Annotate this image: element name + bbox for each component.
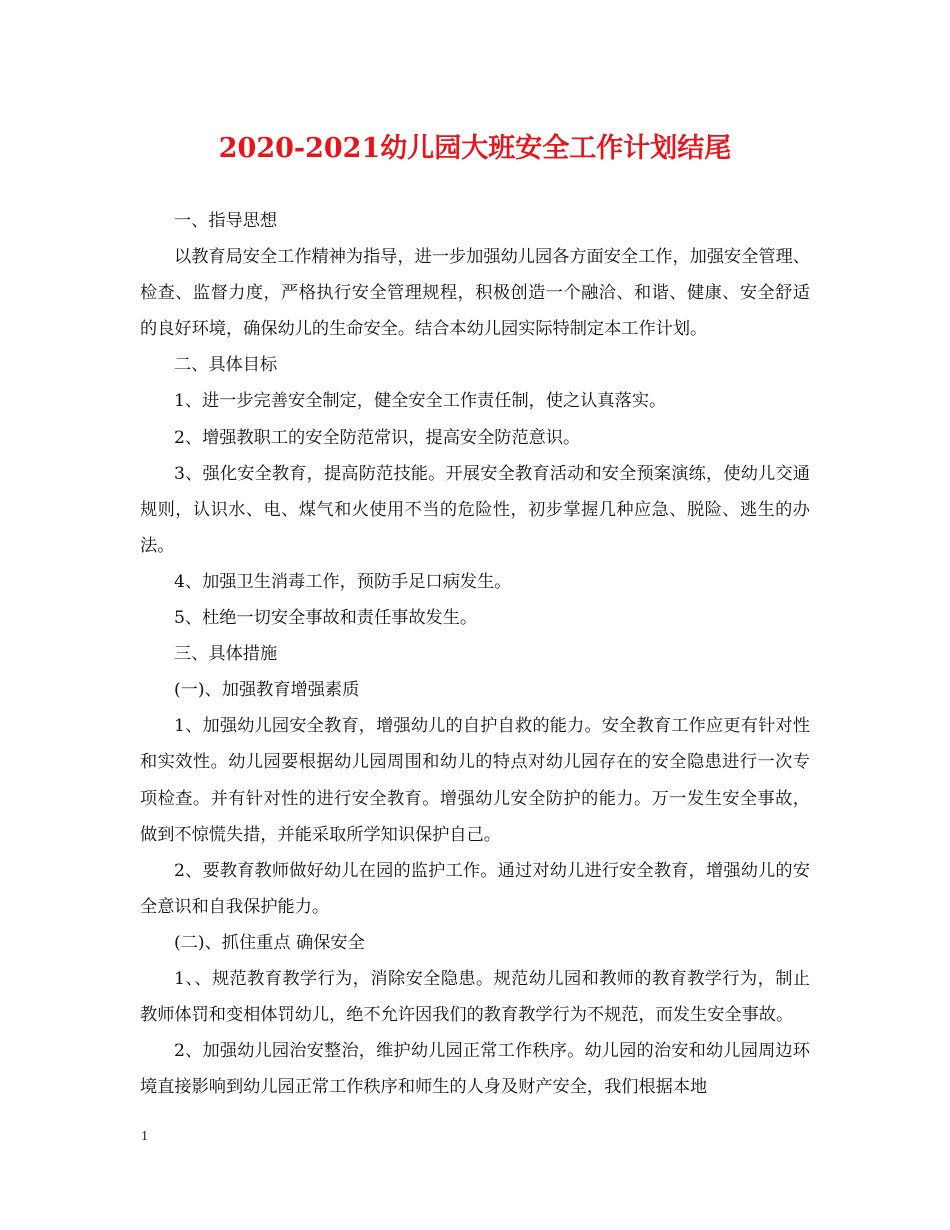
section-heading-guiding-thought: 一、指导思想 [174,211,278,231]
goal-item-4: 4、加强卫生消毒工作，预防手足口病发生。 [174,571,512,592]
document-title: 2020-2021幼儿园大班安全工作计划结尾 [218,133,732,164]
measure-item-1: 1、加强幼儿园安全教育，增强幼儿的自护自救的能力。安全教育工作应更有针对性和实效性。幼儿园要根据幼儿园周围和幼儿的特点对幼儿园存在的安全隐患进行一次专项检查。并有针对性的进行安全教育。增强幼儿安全防护的能力。万一发生安全事故，做到不惊慌失措，并能采取所学知识保护自己。 [140,716,810,845]
subsection-heading-education: (一)、加强教育增强素质 [174,680,360,701]
subsection-heading-focus: (二)、抓住重点 确保安全 [174,932,365,953]
goal-item-1: 1、进一步完善安全制定，健全安全工作责任制，使之认真落实。 [174,391,667,412]
goal-item-3: 3、强化安全教育，提高防范技能。开展安全教育活动和安全预案演练，使幼儿交通规则，认识水、电、煤气和火使用不当的危险性，初步掌握几种应急、脱险、逃生的办法。 [140,463,810,556]
section-heading-goals: 二、具体目标 [174,355,278,376]
measure-item-2: 2、要教育教师做好幼儿在园的监护工作。通过对幼儿进行安全教育，增强幼儿的安全意识和自我保护能力。 [140,860,810,917]
goal-item-2: 2、增强教职工的安全防范常识，提高安全防范意识。 [174,427,581,448]
goal-item-5: 5、杜绝一切安全事故和责任事故发生。 [174,608,478,629]
focus-item-2: 2、加强幼儿园治安整治，维护幼儿园正常工作秩序。幼儿园的治安和幼儿园周边环境直接影响到幼儿园正常工作秩序和师生的人身及财产安全，我们根据本地 [140,1041,810,1098]
page-number: 1 [141,1129,148,1144]
section-heading-measures: 三、具体措施 [174,644,278,665]
paragraph-guiding-thought: 以教育局安全工作精神为指导，进一步加强幼儿园各方面安全工作，加强安全管理、检查、监督力度，严格执行安全管理规程，积极创造一个融洽、和谐、健康、安全舒适的良好环境，确保幼儿的生命安全。结合本幼儿园实际特制定本工作计划。 [140,247,810,340]
document-body [140,203,810,1105]
focus-item-1: 1、、规范教育教学行为，消除安全隐患。规范幼儿园和教师的教育教学行为，制止教师体罚和变相体罚幼儿，绝不允许因我们的教育教学行为不规范，而发生安全事故。 [140,968,810,1026]
